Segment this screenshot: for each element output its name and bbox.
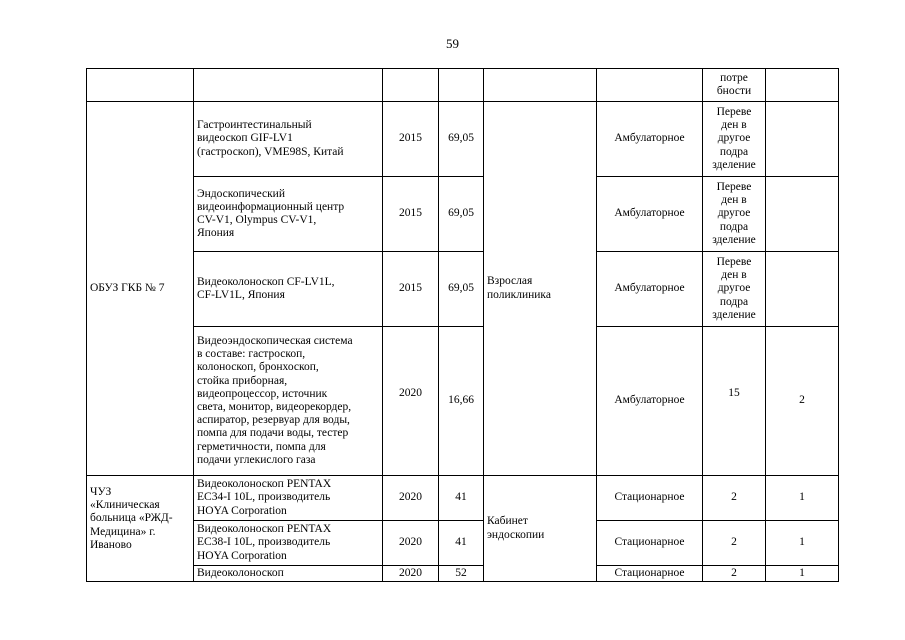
cell-empty: [194, 69, 383, 102]
cell-empty: [383, 69, 439, 102]
cell-empty: [439, 69, 484, 102]
equipment-name: Видеоэндоскопическая система в составе: гастроскоп, колоноскоп, бронхоскоп, стойка приборная, видеопроцессор, источник света, монитор, видеорекордер, аспиратор, резервуар для воды, помпа для подачи воды, тестер герметичности, помпа для подачи углекислого газа: [194, 327, 383, 476]
organization-cell: ОБУЗ ГКБ № 7: [87, 102, 194, 476]
wear-cell: 69,05: [439, 102, 484, 177]
table-row: [87, 521, 839, 566]
count-cell: [766, 177, 839, 252]
usage-type-cell: Стационарное: [597, 521, 703, 566]
table-row: [87, 327, 839, 476]
wear-cell: 69,05: [439, 177, 484, 252]
count-cell: 1: [766, 476, 839, 521]
usage-type-cell: Стационарное: [597, 476, 703, 521]
wear-cell: 41: [439, 521, 484, 566]
status-cell: Переве ден в другое подра зделение: [703, 177, 766, 252]
cell-empty: [87, 69, 194, 102]
usage-type-cell: Амбулаторное: [597, 102, 703, 177]
status-cell: 2: [703, 521, 766, 566]
cell-empty: [597, 69, 703, 102]
status-cell: 2: [703, 476, 766, 521]
wear-cell: 52: [439, 566, 484, 582]
status-cell: Переве ден в другое подра зделение: [703, 252, 766, 327]
cell-empty: [484, 69, 597, 102]
count-cell: 1: [766, 566, 839, 582]
count-cell: [766, 252, 839, 327]
table-row: [87, 102, 839, 177]
equipment-name: Видеоколоноскоп PENTAX EC38-I 10L, производитель HOYA Corporation: [194, 521, 383, 566]
usage-type-cell: Амбулаторное: [597, 177, 703, 252]
count-cell: 2: [766, 327, 839, 476]
equipment-name: Видеоколоноскоп PENTAX EC34-I 10L, производитель HOYA Corporation: [194, 476, 383, 521]
organization-cell: ЧУЗ «Клиническая больница «РЖД- Медицина» г. Иваново: [87, 476, 194, 582]
status-cell: 2: [703, 566, 766, 582]
status-cell: 15: [703, 327, 766, 476]
year-cell: 2015: [383, 252, 439, 327]
table-row: [87, 476, 839, 521]
table-row: [87, 177, 839, 252]
count-cell: 1: [766, 521, 839, 566]
count-cell: [766, 102, 839, 177]
usage-type-cell: Стационарное: [597, 566, 703, 582]
table-row: [87, 252, 839, 327]
equipment-name: Гастроинтестинальный видеоскоп GIF-LV1 (гастроскоп), VME98S, Китай: [194, 102, 383, 177]
wear-cell: 69,05: [439, 252, 484, 327]
wear-cell: 16,66: [439, 327, 484, 476]
wear-cell: 41: [439, 476, 484, 521]
equipment-name: Видеоколоноскоп CF-LV1L, CF-LV1L, Япония: [194, 252, 383, 327]
status-cell: Переве ден в другое подра зделение: [703, 102, 766, 177]
table-row: [87, 566, 839, 582]
status-cell: потре бности: [703, 69, 766, 102]
year-cell: 2015: [383, 177, 439, 252]
year-cell: 2020: [383, 476, 439, 521]
usage-type-cell: Амбулаторное: [597, 252, 703, 327]
equipment-table: [86, 68, 839, 582]
page-number: 59: [446, 36, 459, 51]
usage-type-cell: Амбулаторное: [597, 327, 703, 476]
department-cell: Кабинет эндоскопии: [484, 476, 597, 582]
table-row: [87, 69, 839, 102]
equipment-name: Видеоколоноскоп: [194, 566, 383, 582]
equipment-name: Эндоскопический видеоинформационный центр CV-V1, Olympus CV-V1, Япония: [194, 177, 383, 252]
year-cell: 2015: [383, 102, 439, 177]
year-cell: 2020: [383, 521, 439, 566]
department-cell: Взрослая поликлиника: [484, 102, 597, 476]
year-cell: 2020: [383, 327, 439, 476]
year-cell: 2020: [383, 566, 439, 582]
cell-empty: [766, 69, 839, 102]
